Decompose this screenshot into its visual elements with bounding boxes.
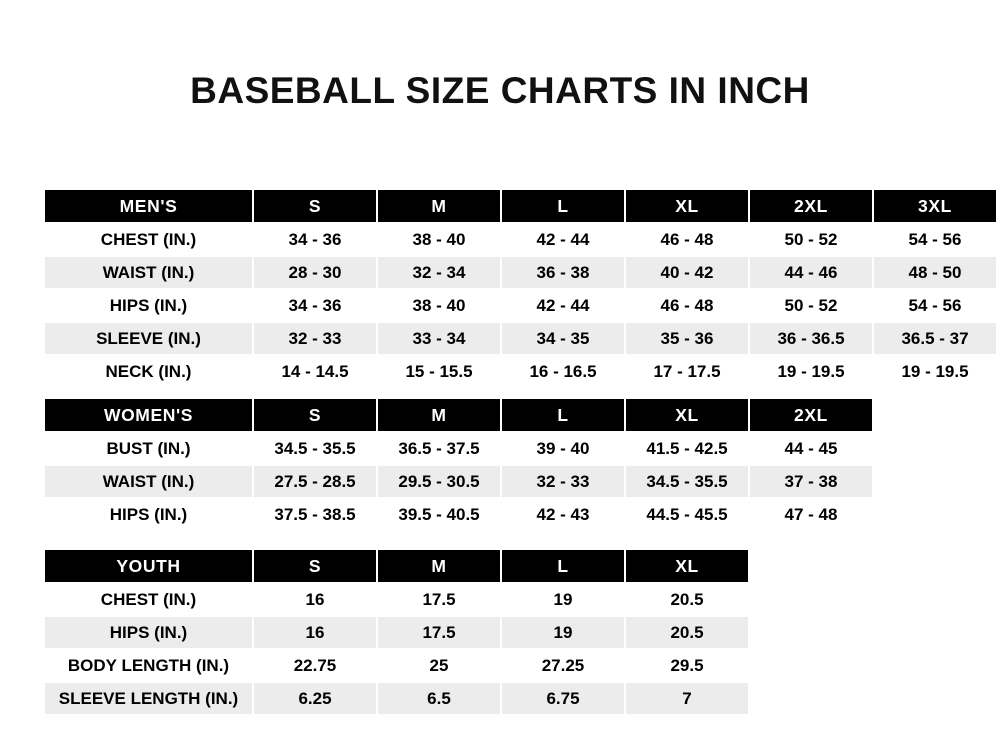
table-row bbox=[44, 432, 873, 465]
table-cell: 27.25 bbox=[501, 649, 625, 682]
row-label: BUST (IN.) bbox=[44, 432, 253, 465]
table-row bbox=[44, 256, 997, 289]
table-cell: 16 bbox=[253, 583, 377, 616]
column-header: WOMEN'S bbox=[44, 398, 253, 432]
table-cell: 42 - 43 bbox=[501, 498, 625, 531]
table-cell: 34.5 - 35.5 bbox=[625, 465, 749, 498]
row-label: WAIST (IN.) bbox=[44, 256, 253, 289]
column-header: 3XL bbox=[873, 189, 997, 223]
mens-size-table bbox=[43, 188, 998, 389]
table-cell: 40 - 42 bbox=[625, 256, 749, 289]
column-header: XL bbox=[625, 398, 749, 432]
page-title: BASEBALL SIZE CHARTS IN INCH bbox=[190, 70, 810, 111]
table-cell: 19 bbox=[501, 616, 625, 649]
table-row bbox=[44, 322, 997, 355]
row-label: HIPS (IN.) bbox=[44, 498, 253, 531]
row-label: WAIST (IN.) bbox=[44, 465, 253, 498]
table-cell: 29.5 bbox=[625, 649, 749, 682]
table-cell: 39 - 40 bbox=[501, 432, 625, 465]
table-cell: 22.75 bbox=[253, 649, 377, 682]
table-cell: 7 bbox=[625, 682, 749, 715]
table-cell: 14 - 14.5 bbox=[253, 355, 377, 388]
table-cell: 32 - 33 bbox=[501, 465, 625, 498]
table-row bbox=[44, 289, 997, 322]
mens-size-chart bbox=[43, 188, 998, 389]
column-header: L bbox=[501, 398, 625, 432]
table-cell: 36.5 - 37 bbox=[873, 322, 997, 355]
table-cell: 44.5 - 45.5 bbox=[625, 498, 749, 531]
table-cell: 54 - 56 bbox=[873, 223, 997, 256]
row-label: SLEEVE LENGTH (IN.) bbox=[44, 682, 253, 715]
table-cell: 6.75 bbox=[501, 682, 625, 715]
table-cell: 44 - 45 bbox=[749, 432, 873, 465]
table-cell: 25 bbox=[377, 649, 501, 682]
table-cell: 34 - 36 bbox=[253, 223, 377, 256]
table-cell: 6.25 bbox=[253, 682, 377, 715]
column-header: M bbox=[377, 398, 501, 432]
table-cell: 50 - 52 bbox=[749, 223, 873, 256]
womens-size-chart bbox=[43, 397, 874, 532]
column-header: 2XL bbox=[749, 189, 873, 223]
table-header-row bbox=[44, 549, 749, 583]
table-cell: 16 - 16.5 bbox=[501, 355, 625, 388]
table-cell: 50 - 52 bbox=[749, 289, 873, 322]
table-cell: 33 - 34 bbox=[377, 322, 501, 355]
row-label: CHEST (IN.) bbox=[44, 583, 253, 616]
table-cell: 37 - 38 bbox=[749, 465, 873, 498]
table-cell: 47 - 48 bbox=[749, 498, 873, 531]
table-cell: 19 - 19.5 bbox=[749, 355, 873, 388]
row-label: CHEST (IN.) bbox=[44, 223, 253, 256]
column-header: M bbox=[377, 549, 501, 583]
table-cell: 34 - 36 bbox=[253, 289, 377, 322]
table-cell: 32 - 34 bbox=[377, 256, 501, 289]
table-cell: 48 - 50 bbox=[873, 256, 997, 289]
table-cell: 15 - 15.5 bbox=[377, 355, 501, 388]
table-cell: 35 - 36 bbox=[625, 322, 749, 355]
table-cell: 20.5 bbox=[625, 616, 749, 649]
table-cell: 46 - 48 bbox=[625, 223, 749, 256]
table-row bbox=[44, 498, 873, 531]
table-row bbox=[44, 583, 749, 616]
youth-size-table bbox=[43, 548, 750, 716]
table-cell: 36 - 38 bbox=[501, 256, 625, 289]
table-cell: 20.5 bbox=[625, 583, 749, 616]
column-header: S bbox=[253, 549, 377, 583]
table-cell: 39.5 - 40.5 bbox=[377, 498, 501, 531]
table-cell: 34.5 - 35.5 bbox=[253, 432, 377, 465]
table-cell: 37.5 - 38.5 bbox=[253, 498, 377, 531]
table-cell: 6.5 bbox=[377, 682, 501, 715]
column-header: 2XL bbox=[749, 398, 873, 432]
column-header: S bbox=[253, 398, 377, 432]
table-cell: 17.5 bbox=[377, 583, 501, 616]
table-cell: 54 - 56 bbox=[873, 289, 997, 322]
table-cell: 34 - 35 bbox=[501, 322, 625, 355]
table-cell: 28 - 30 bbox=[253, 256, 377, 289]
row-label: HIPS (IN.) bbox=[44, 616, 253, 649]
column-header: XL bbox=[625, 189, 749, 223]
table-row bbox=[44, 355, 997, 388]
column-header: MEN'S bbox=[44, 189, 253, 223]
table-cell: 42 - 44 bbox=[501, 289, 625, 322]
row-label: BODY LENGTH (IN.) bbox=[44, 649, 253, 682]
table-cell: 17.5 bbox=[377, 616, 501, 649]
column-header: M bbox=[377, 189, 501, 223]
table-cell: 27.5 - 28.5 bbox=[253, 465, 377, 498]
table-header-row bbox=[44, 398, 873, 432]
table-cell: 42 - 44 bbox=[501, 223, 625, 256]
table-cell: 38 - 40 bbox=[377, 289, 501, 322]
column-header: S bbox=[253, 189, 377, 223]
table-row bbox=[44, 465, 873, 498]
table-cell: 32 - 33 bbox=[253, 322, 377, 355]
table-cell: 46 - 48 bbox=[625, 289, 749, 322]
table-cell: 19 bbox=[501, 583, 625, 616]
table-cell: 17 - 17.5 bbox=[625, 355, 749, 388]
table-row bbox=[44, 682, 749, 715]
table-cell: 38 - 40 bbox=[377, 223, 501, 256]
column-header: YOUTH bbox=[44, 549, 253, 583]
column-header: L bbox=[501, 189, 625, 223]
table-cell: 36 - 36.5 bbox=[749, 322, 873, 355]
table-row bbox=[44, 649, 749, 682]
row-label: SLEEVE (IN.) bbox=[44, 322, 253, 355]
youth-size-chart bbox=[43, 548, 750, 716]
table-cell: 29.5 - 30.5 bbox=[377, 465, 501, 498]
row-label: NECK (IN.) bbox=[44, 355, 253, 388]
table-cell: 41.5 - 42.5 bbox=[625, 432, 749, 465]
table-cell: 44 - 46 bbox=[749, 256, 873, 289]
table-cell: 16 bbox=[253, 616, 377, 649]
row-label: HIPS (IN.) bbox=[44, 289, 253, 322]
table-row bbox=[44, 616, 749, 649]
table-cell: 36.5 - 37.5 bbox=[377, 432, 501, 465]
table-row bbox=[44, 223, 997, 256]
column-header: XL bbox=[625, 549, 749, 583]
table-header-row bbox=[44, 189, 997, 223]
table-cell: 19 - 19.5 bbox=[873, 355, 997, 388]
column-header: L bbox=[501, 549, 625, 583]
womens-size-table bbox=[43, 397, 874, 532]
